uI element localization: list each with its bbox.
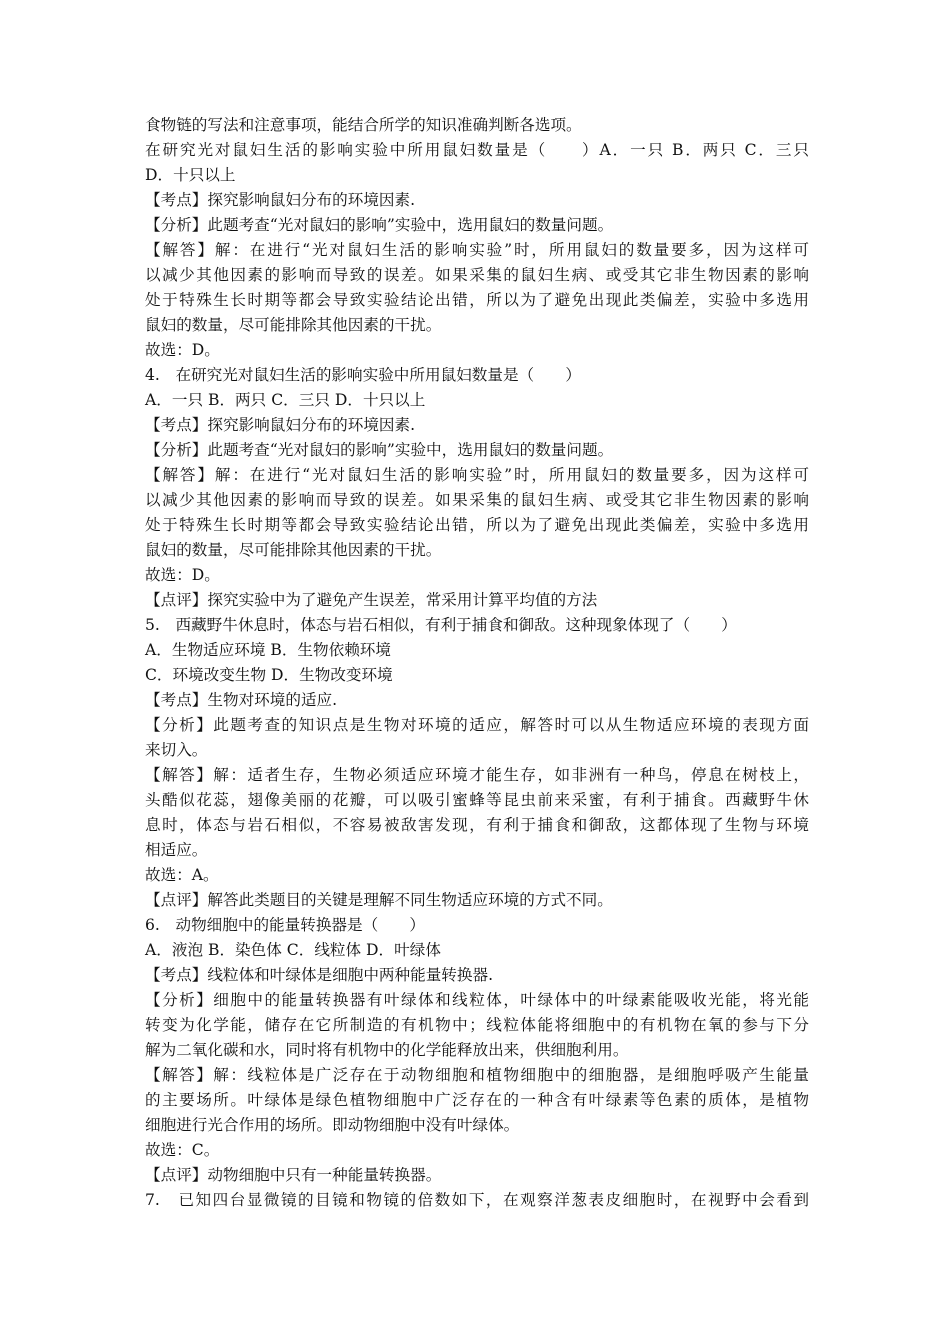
text-line: 【分析】此题考查的知识点是生物对环境的适应，解答时可以从生物适应环境的表现方面 <box>145 716 809 734</box>
text-line: 相适应。 <box>145 841 208 859</box>
text-line: 故选：A。 <box>145 866 219 884</box>
text-line: 头酷似花蕊，翅像美丽的花瓣，可以吸引蜜蜂等昆虫前来采蜜，有利于捕食。西藏野牛休 <box>145 791 809 809</box>
text-line: 6. 动物细胞中的能量转换器是（ ） <box>145 916 425 934</box>
text-line: 转变为化学能，储存在它所制造的有机物中；线粒体能将细胞中的有机物在氧的参与下分 <box>145 1016 809 1034</box>
text-line: 5. 西藏野牛休息时，体态与岩石相似，有利于捕食和御敌。这种现象体现了（ ） <box>145 616 737 634</box>
text-line: 故选：D。 <box>145 341 220 359</box>
text-line: 的主要场所。叶绿体是绿色植物细胞中广泛存在的一种含有叶绿素等色素的质体，是植物 <box>145 1091 809 1109</box>
text-line: 处于特殊生长时期等都会导致实验结论出错，所以为了避免出现此类偏差，实验中多选用 <box>145 516 809 534</box>
text-line: 息时，体态与岩石相似，不容易被敌害发现，有利于捕食和御敌，这都体现了生物与环境 <box>145 816 809 834</box>
text-line: A．液泡 B．染色体 C．线粒体 D．叶绿体 <box>145 941 441 959</box>
text-line: 【考点】探究影响鼠妇分布的环境因素. <box>145 416 416 434</box>
text-line: 细胞进行光合作用的场所。即动物细胞中没有叶绿体。 <box>145 1116 520 1134</box>
text-line: 来切入。 <box>145 741 208 759</box>
text-line: 鼠妇的数量，尽可能排除其他因素的干扰。 <box>145 316 442 334</box>
text-line: A．一只 B．两只 C．三只 D．十只以上 <box>145 391 426 409</box>
text-line: 食物链的写法和注意事项，能结合所学的知识准确判断各选项。 <box>145 116 582 134</box>
text-line: C．环境改变生物 D．生物改变环境 <box>145 666 393 684</box>
text-line: 【解答】解：适者生存，生物必须适应环境才能生存，如非洲有一种鸟，停息在树枝上， <box>145 766 809 784</box>
text-line: 鼠妇的数量，尽可能排除其他因素的干扰。 <box>145 541 442 559</box>
text-line: 4. 在研究光对鼠妇生活的影响实验中所用鼠妇数量是（ ） <box>145 366 581 384</box>
text-line: 【点评】动物细胞中只有一种能量转换器。 <box>145 1166 442 1184</box>
text-line: 以减少其他因素的影响而导致的误差。如果采集的鼠妇生病、或受其它非生物因素的影响 <box>145 266 809 284</box>
text-line: 【考点】线粒体和叶绿体是细胞中两种能量转换器. <box>145 966 494 984</box>
text-line: 【点评】解答此类题目的关键是理解不同生物适应环境的方式不同。 <box>145 891 613 909</box>
text-line: 在研究光对鼠妇生活的影响实验中所用鼠妇数量是（ ）A．一只 B．两只 C．三只 <box>145 141 809 159</box>
text-line: 【解答】解：在进行“光对鼠妇生活的影响实验”时，所用鼠妇的数量要多，因为这样可 <box>145 241 809 259</box>
text-line: 解为二氧化碳和水，同时将有机物中的化学能释放出来，供细胞利用。 <box>145 1041 629 1059</box>
text-line: 【分析】此题考查“光对鼠妇的影响”实验中，选用鼠妇的数量问题。 <box>145 441 614 459</box>
text-line: 【分析】细胞中的能量转换器有叶绿体和线粒体，叶绿体中的叶绿素能吸收光能，将光能 <box>145 991 809 1009</box>
text-line: 【点评】探究实验中为了避免产生误差，常采用计算平均值的方法 <box>145 591 598 609</box>
text-line: 【考点】生物对环境的适应. <box>145 691 338 709</box>
document-body <box>145 113 809 1213</box>
text-line: 处于特殊生长时期等都会导致实验结论出错，所以为了避免出现此类偏差，实验中多选用 <box>145 291 809 309</box>
text-line: 以减少其他因素的影响而导致的误差。如果采集的鼠妇生病、或受其它非生物因素的影响 <box>145 491 809 509</box>
text-line: 故选：D。 <box>145 566 220 584</box>
text-line: 【考点】探究影响鼠妇分布的环境因素. <box>145 191 416 209</box>
text-line: 故选：C。 <box>145 1141 220 1159</box>
text-line: D．十只以上 <box>145 166 236 184</box>
text-line: A．生物适应环境 B．生物依赖环境 <box>145 641 391 659</box>
text-line: 【解答】解：在进行“光对鼠妇生活的影响实验”时，所用鼠妇的数量要多，因为这样可 <box>145 466 809 484</box>
text-line: 【分析】此题考查“光对鼠妇的影响”实验中，选用鼠妇的数量问题。 <box>145 216 614 234</box>
text-line: 【解答】解：线粒体是广泛存在于动物细胞和植物细胞中的细胞器，是细胞呼吸产生能量 <box>145 1066 809 1084</box>
text-line: 7. 已知四台显微镜的目镜和物镜的倍数如下，在观察洋葱表皮细胞时，在视野中会看到 <box>145 1191 809 1209</box>
